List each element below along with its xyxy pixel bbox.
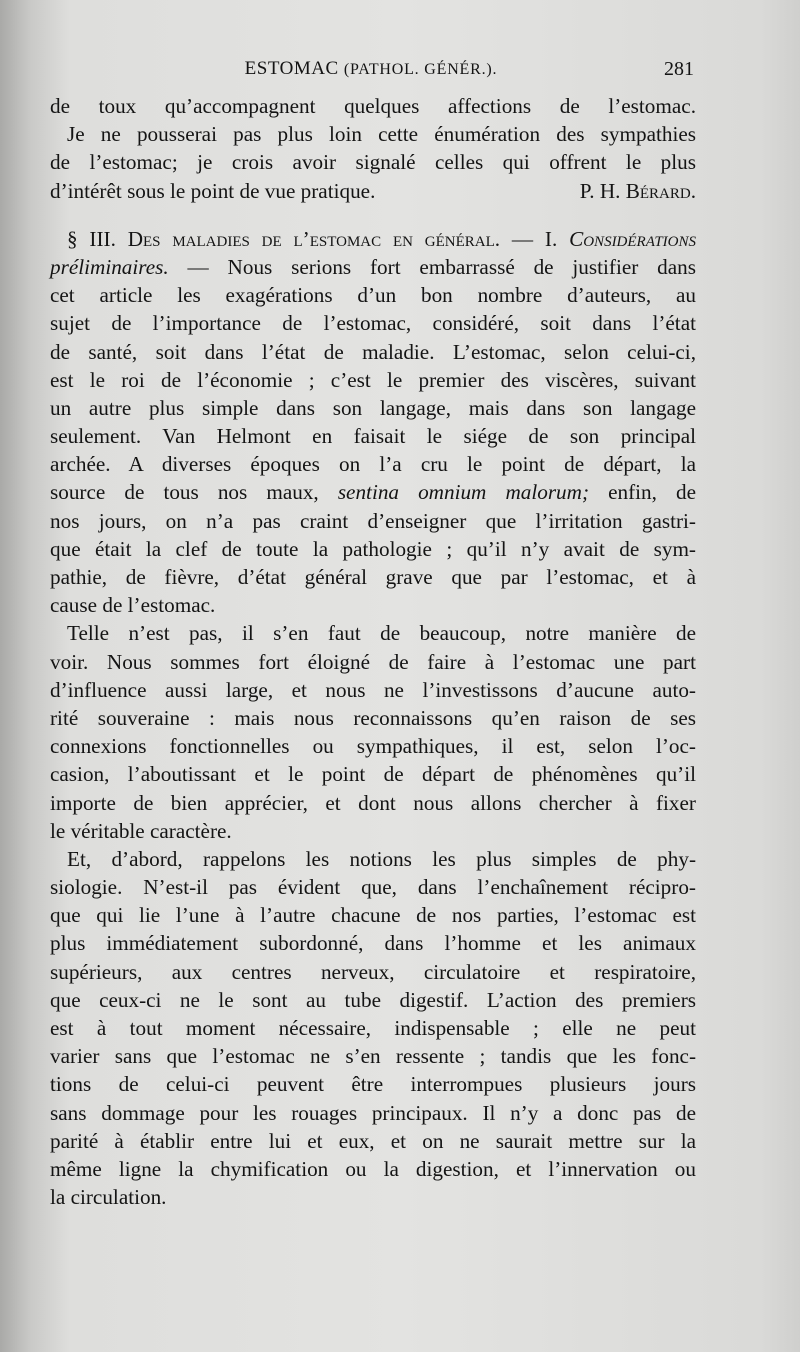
text-line: supérieurs, aux centres nerveux, circulatoire et respiratoire, — [50, 959, 696, 984]
text-line: nos jours, on n’a pas craint d’enseigner que l’irritation gastri- — [50, 508, 696, 533]
text-line: source de tous nos maux, sentina omnium malorum; enfin, de — [50, 480, 696, 505]
text-line: de l’estomac; je crois avoir signalé celles qui offrent le plus — [50, 150, 696, 175]
text-line: sans dommage pour les rouages principaux. Il n’y a donc pas de — [50, 1100, 696, 1125]
body-text — [50, 92, 696, 1211]
text-line: le véritable caractère. — [50, 818, 232, 843]
text-line: plus immédiatement subordonné, dans l’homme et les animaux — [50, 931, 696, 956]
text-line: de toux qu’accompagnent quelques affections de l’estomac. — [50, 94, 696, 118]
text-line: tions de celui-ci peuvent être interrompues plusieurs jours — [50, 1072, 696, 1097]
section-heading-line: § III. Des maladies de l’estomac en général. — I. Considérations — [67, 226, 696, 251]
text-line: Telle n’est pas, il s’en faut de beaucoup, notre manière de — [67, 621, 696, 646]
page-header — [48, 58, 694, 88]
text-line: Je ne pousserai pas plus loin cette énumération des sympathies — [67, 122, 696, 147]
text-line: pathie, de fièvre, d’état général grave que par l’estomac, et à — [50, 565, 696, 589]
text-line: de santé, soit dans l’état de maladie. L’estomac, selon celui-ci, — [50, 339, 696, 364]
text-line: cet article les exagérations d’un bon nombre d’auteurs, au — [50, 283, 696, 308]
running-title — [48, 58, 694, 80]
text-line: d’influence aussi large, et nous ne l’investissons d’aucune auto- — [50, 677, 696, 702]
running-title-sub: (PATHOL. GÉNÉR.). — [343, 61, 498, 78]
text-line: un autre plus simple dans son langage, mais dans son langage — [50, 395, 696, 420]
text-line: cause de l’estomac. — [50, 593, 216, 618]
text-line: sujet de l’importance de l’estomac, considéré, soit dans l’état — [50, 311, 696, 336]
text-line: préliminaires. — Nous serions fort embarrassé de justifier dans — [50, 254, 696, 279]
text-line: est à tout moment nécessaire, indispensable ; elle ne peut — [50, 1016, 696, 1040]
text-line: d’intérêt sous le point de vue pratique. — [50, 178, 376, 203]
text-line: siologie. N’est-il pas évident que, dans l’enchaînement récipro- — [50, 875, 696, 900]
text-line: voir. Nous sommes fort éloigné de faire à l’estomac une part — [50, 649, 696, 674]
text-line: même ligne la chymification ou la digestion, et l’innervation ou — [50, 1156, 696, 1181]
text-line: Et, d’abord, rappelons les notions les plus simples de phy- — [67, 846, 696, 871]
text-line: la circulation. — [50, 1185, 167, 1210]
text-line: rité souveraine : mais nous reconnaissons qu’en raison de ses — [50, 705, 696, 730]
text-line: archée. A diverses époques on l’a cru le point de départ, la — [50, 452, 696, 477]
text-line: que ceux-ci ne le sont au tube digestif. L’action des premiers — [50, 987, 696, 1012]
text-line: connexions fonctionnelles ou sympathiques, il est, selon l’oc- — [50, 734, 696, 759]
text-line: casion, l’aboutissant et le point de départ de phénomènes qu’il — [50, 762, 696, 787]
text-line: que était la clef de toute la pathologie ; qu’il n’y avait de sym- — [50, 536, 696, 561]
text-line: importe de bien apprécier, et dont nous allons chercher à fixer — [50, 790, 696, 815]
text-line: que qui lie l’une à l’autre chacune de nos parties, l’estomac est — [50, 903, 696, 928]
text-line: varier sans que l’estomac ne s’en ressente ; tandis que les fonc- — [50, 1044, 696, 1069]
text-line-with-signature — [50, 177, 696, 205]
running-title-main: ESTOMAC — [244, 58, 339, 79]
text-line: parité à établir entre lui et eux, et on ne saurait mettre sur la — [50, 1128, 696, 1153]
text-line: est le roi de l’économie ; c’est le premier des viscères, suivant — [50, 367, 696, 392]
author-signature: P. H. Bérard. — [579, 178, 696, 203]
text-line: seulement. Van Helmont en faisait le siége de son principal — [50, 424, 696, 449]
page-number: 281 — [664, 58, 694, 80]
